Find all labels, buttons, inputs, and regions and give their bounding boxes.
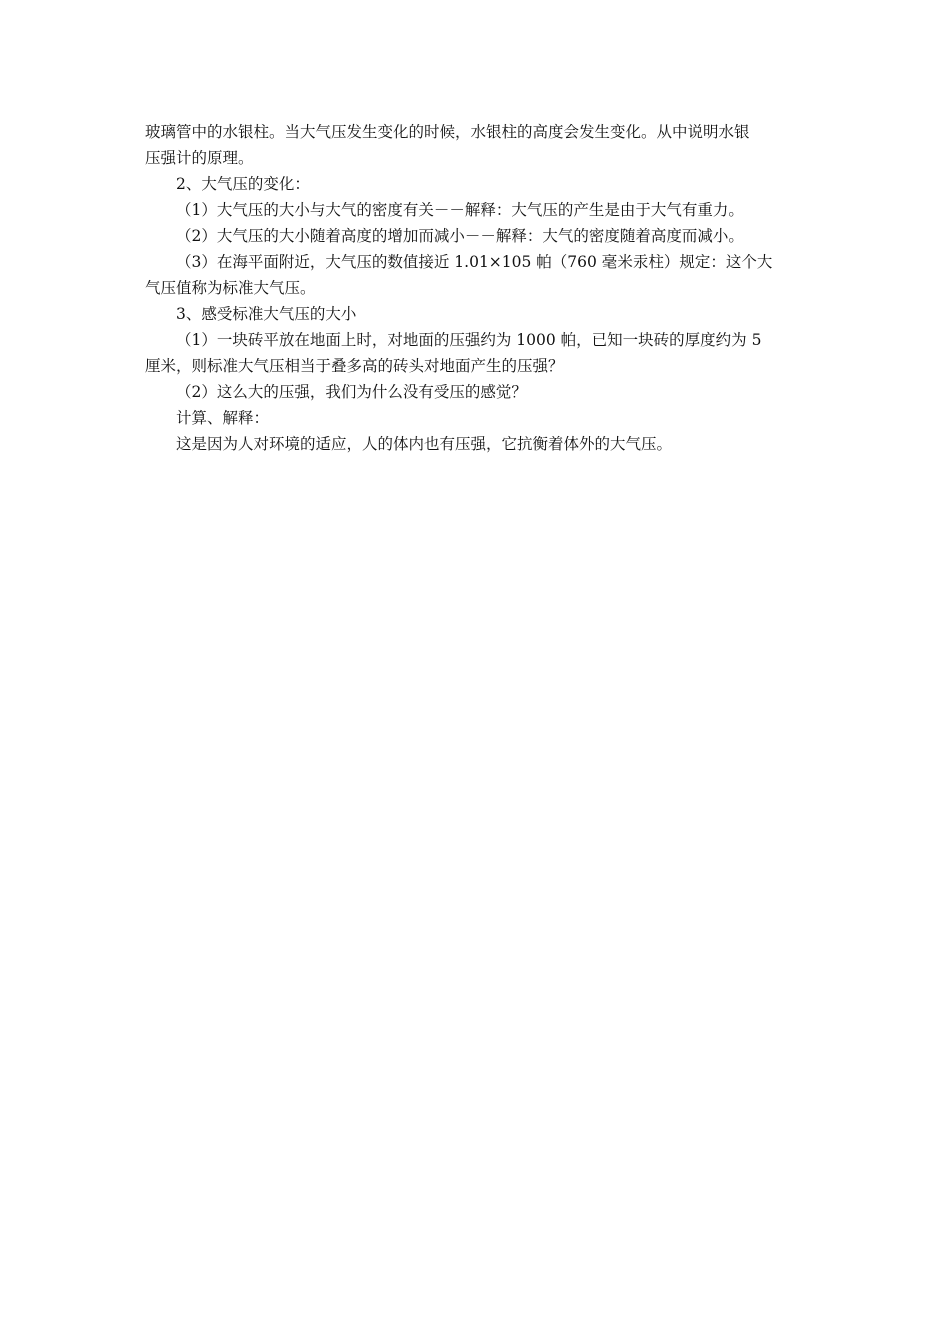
paragraph-line: 玻璃管中的水银柱。当大气压发生变化的时候，水银柱的高度会发生变化。从中说明水银 xyxy=(145,123,750,141)
paragraph-line: 这是因为人对环境的适应，人的体内也有压强，它抗衡着体外的大气压。 xyxy=(176,435,673,453)
list-item: （3）在海平面附近，大气压的数值接近 1.01×105 帕（760 毫米汞柱）规定：这个大 xyxy=(176,253,773,271)
list-item-continuation: 气压值称为标准大气压。 xyxy=(145,279,316,297)
paragraph-line: 压强计的原理。 xyxy=(145,149,254,167)
section-heading: 3、感受标准大气压的大小 xyxy=(176,305,357,323)
paragraph-line: 计算、解释： xyxy=(176,409,270,427)
list-item: （2）大气压的大小随着高度的增加而减小－－解释：大气的密度随着高度而减小。 xyxy=(176,227,744,245)
list-item: （1）大气压的大小与大气的密度有关－－解释：大气压的产生是由于大气有重力。 xyxy=(176,201,744,219)
list-item: （2）这么大的压强，我们为什么没有受压的感觉？ xyxy=(176,383,527,401)
section-heading: 2、大气压的变化： xyxy=(176,175,310,193)
list-item: （1）一块砖平放在地面上时，对地面的压强约为 1000 帕，已知一块砖的厚度约为 5 xyxy=(176,331,762,349)
list-item-continuation: 厘米，则标准大气压相当于叠多高的砖头对地面产生的压强？ xyxy=(145,357,564,375)
document-body xyxy=(145,119,805,457)
